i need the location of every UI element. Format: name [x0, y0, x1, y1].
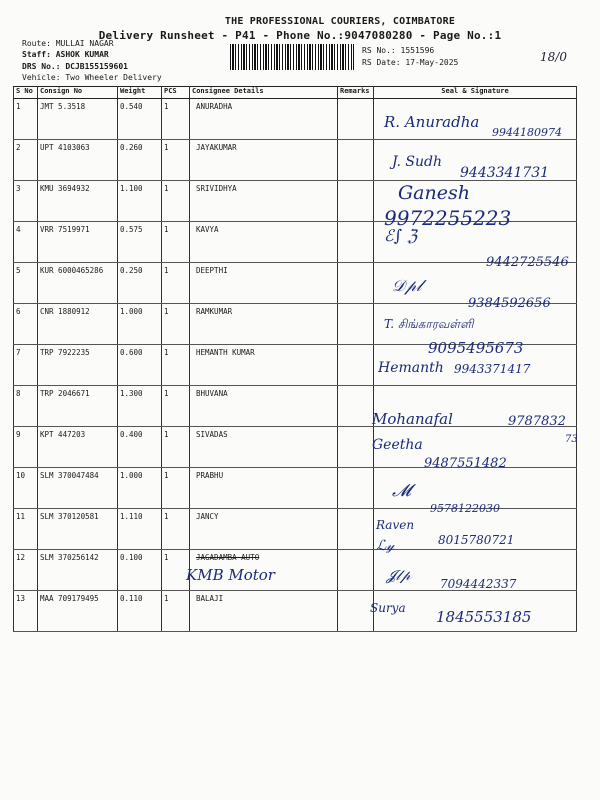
handwritten-signature: Geetha — [372, 437, 423, 453]
handwritten-note: KMB Motor — [186, 566, 275, 584]
col-consignee: Consignee Details — [190, 87, 338, 99]
staff: Staff: ASHOK KUMAR — [22, 50, 109, 59]
sno: 7 — [14, 345, 38, 386]
sno: 6 — [14, 304, 38, 345]
handwritten-phone: 9972255223 — [384, 206, 512, 230]
barcode — [230, 44, 354, 70]
consignee: BALAJI — [190, 591, 338, 632]
remarks — [338, 427, 374, 468]
sno: 9 — [14, 427, 38, 468]
rs-date: RS Date: 17-May-2025 — [362, 58, 459, 67]
consign-no: TRP 7922235 — [38, 345, 118, 386]
sno: 11 — [14, 509, 38, 550]
remarks — [338, 304, 374, 345]
consign-no: TRP 2046671 — [38, 386, 118, 427]
weight: 0.575 — [118, 222, 162, 263]
col-seal: Seal & Signature — [374, 87, 577, 99]
remarks — [338, 99, 374, 140]
col-weight: Weight — [118, 87, 162, 99]
handwritten-signature: Hemanth — [378, 360, 444, 376]
handwritten-phone: 9095495673 — [428, 339, 524, 357]
weight: 1.110 — [118, 509, 162, 550]
signature-scribble: 𝓙𝓁𝓅 — [386, 568, 411, 584]
handwritten-signature: Mohanafal — [372, 410, 453, 428]
consignee: DEEPTHI — [190, 263, 338, 304]
remarks — [338, 468, 374, 509]
remarks — [338, 591, 374, 632]
consignee: SIVADAS — [190, 427, 338, 468]
pcs: 1 — [162, 427, 190, 468]
handwritten-phone: 9578122030 — [430, 502, 500, 515]
pcs: 1 — [162, 386, 190, 427]
weight: 0.250 — [118, 263, 162, 304]
signature-scribble: 𝓜 — [392, 481, 412, 501]
sno: 13 — [14, 591, 38, 632]
weight: 0.400 — [118, 427, 162, 468]
consign-no: VRR 7519971 — [38, 222, 118, 263]
signature-scribble: 𝒟𝓅𝓁 — [392, 276, 422, 295]
consign-no: MAA 709179495 — [38, 591, 118, 632]
sno: 4 — [14, 222, 38, 263]
weight: 0.540 — [118, 99, 162, 140]
consignee: JANCY — [190, 509, 338, 550]
consignee: BHUVANA — [190, 386, 338, 427]
consign-no: KUR 6000465286 — [38, 263, 118, 304]
pcs: 1 — [162, 304, 190, 345]
weight: 0.600 — [118, 345, 162, 386]
consign-no: SLM 370256142 — [38, 550, 118, 591]
handwritten-phone: 7094442337 — [440, 577, 517, 591]
weight: 0.260 — [118, 140, 162, 181]
consignee: RAMKUMAR — [190, 304, 338, 345]
remarks — [338, 345, 374, 386]
remarks — [338, 263, 374, 304]
remarks — [338, 386, 374, 427]
pcs: 1 — [162, 181, 190, 222]
pcs: 1 — [162, 591, 190, 632]
pcs: 1 — [162, 509, 190, 550]
remarks — [338, 509, 374, 550]
handwritten-signature: R. Anuradha — [384, 113, 480, 131]
consignee: JAYAKUMAR — [190, 140, 338, 181]
pcs: 1 — [162, 222, 190, 263]
sno: 12 — [14, 550, 38, 591]
col-remarks: Remarks — [338, 87, 374, 99]
consign-no: KPT 447203 — [38, 427, 118, 468]
handwritten-phone: 9487551482 — [424, 456, 507, 471]
consign-no: KMU 3694932 — [38, 181, 118, 222]
col-sno: S No — [14, 87, 38, 99]
pcs: 1 — [162, 550, 190, 591]
consignee: ANURADHA — [190, 99, 338, 140]
consign-no: UPT 4103063 — [38, 140, 118, 181]
company-name: THE PROFESSIONAL COURIERS, COIMBATORE — [224, 16, 456, 27]
col-pcs: PCS — [162, 87, 190, 99]
remarks — [338, 550, 374, 591]
consignee: PRABHU — [190, 468, 338, 509]
consign-no: SLM 370120581 — [38, 509, 118, 550]
pcs: 1 — [162, 263, 190, 304]
consignee: HEMANTH KUMAR — [190, 345, 338, 386]
sno: 10 — [14, 468, 38, 509]
handwritten-phone: 9384592656 — [468, 296, 551, 311]
signature-scribble: ℰ∫ ℨ — [384, 226, 417, 245]
col-consign: Consign No — [38, 87, 118, 99]
sno: 2 — [14, 140, 38, 181]
consign-no: JMT 5.3518 — [38, 99, 118, 140]
pcs: 1 — [162, 468, 190, 509]
handwritten-note: 73 — [565, 434, 578, 445]
runsheet-title: Delivery Runsheet - P41 - Phone No.:9047080280 - Page No.:1 — [98, 29, 502, 42]
handwritten-phone: 9443341731 — [460, 165, 550, 181]
drs-number: DRS No.: DCJB155159601 — [22, 62, 128, 71]
weight: 1.100 — [118, 181, 162, 222]
weight: 1.300 — [118, 386, 162, 427]
pcs: 1 — [162, 345, 190, 386]
consignee: JAGADAMBA AUTO — [190, 550, 338, 591]
table-row — [14, 386, 577, 427]
weight: 0.100 — [118, 550, 162, 591]
consignee: SRIVIDHYA — [190, 181, 338, 222]
weight: 0.110 — [118, 591, 162, 632]
weight: 1.000 — [118, 304, 162, 345]
pcs: 1 — [162, 140, 190, 181]
handwritten-phone: 9943371417 — [454, 362, 531, 376]
sno: 1 — [14, 99, 38, 140]
remarks — [338, 140, 374, 181]
rs-number: RS No.: 1551596 — [362, 46, 435, 55]
pcs: 1 — [162, 99, 190, 140]
handwritten-phone: 1845553185 — [436, 608, 532, 626]
route: Route: MULLAI NAGAR — [22, 39, 114, 48]
handwritten-signature: Ganesh — [398, 182, 470, 204]
weight: 1.000 — [118, 468, 162, 509]
handwritten-phone: 9787832 — [508, 414, 566, 429]
remarks — [338, 222, 374, 263]
handwritten-phone: 9442725546 — [486, 255, 569, 270]
consign-no: SLM 370047484 — [38, 468, 118, 509]
handwritten-phone: 9944180974 — [492, 126, 562, 139]
handwritten-signature: Raven — [376, 518, 415, 532]
consignee: KAVYA — [190, 222, 338, 263]
handwritten-signature: T. சிங்காரவள்ளி — [384, 317, 474, 331]
sno: 3 — [14, 181, 38, 222]
sno: 5 — [14, 263, 38, 304]
consign-no: CNR 1880912 — [38, 304, 118, 345]
handwritten-phone: 8015780721 — [438, 533, 515, 547]
count-note: 18/0 — [540, 50, 567, 64]
handwritten-signature: J. Sudh — [392, 154, 443, 170]
remarks — [338, 181, 374, 222]
table-header — [14, 87, 577, 99]
sno: 8 — [14, 386, 38, 427]
signature-scribble: ℒ𝓎 — [376, 538, 395, 554]
vehicle: Vehicle: Two Wheeler Delivery — [22, 73, 162, 82]
handwritten-signature: Surya — [370, 601, 406, 615]
